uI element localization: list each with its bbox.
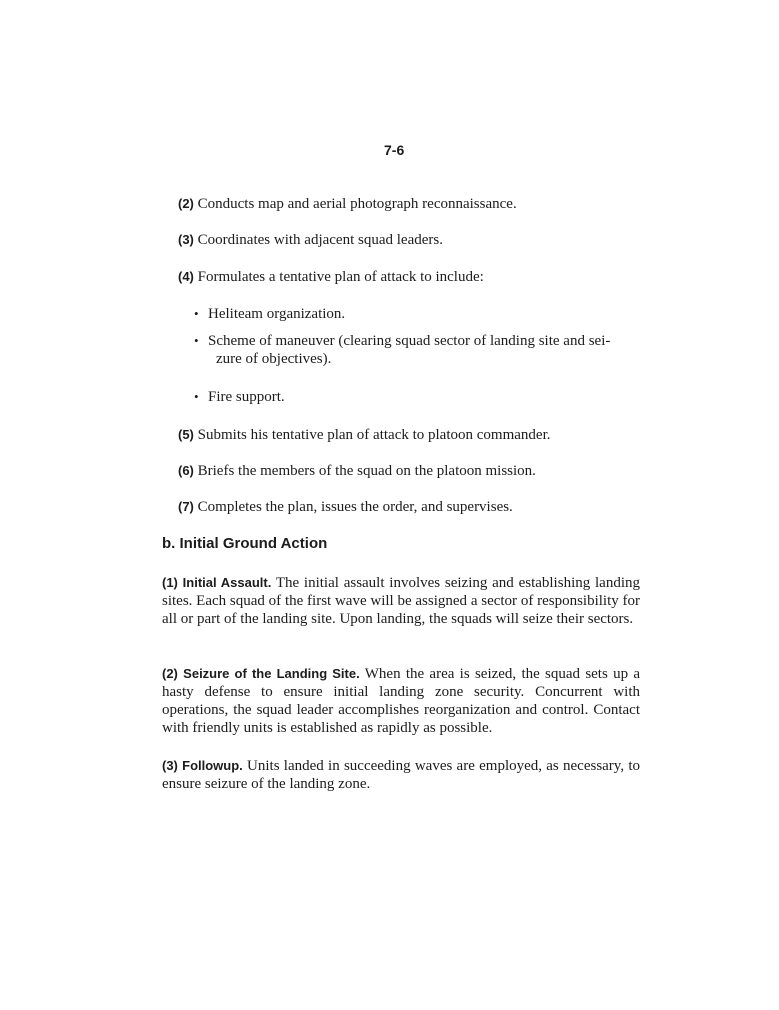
step-6 bbox=[178, 463, 536, 480]
step-number: (5) bbox=[178, 427, 194, 442]
bullet-scheme-line1: Scheme of maneuver (clearing squad sector of landing site and sei- bbox=[208, 333, 611, 349]
paragraph-seizure bbox=[162, 665, 640, 737]
bullet-icon: • bbox=[194, 333, 199, 348]
bullet-fire-support: Fire support. bbox=[208, 389, 285, 405]
paragraph-title: Initial Assault. bbox=[182, 575, 272, 590]
step-number: (7) bbox=[178, 499, 194, 514]
step-number: (4) bbox=[178, 269, 194, 284]
step-text: Coordinates with adjacent squad leaders. bbox=[197, 232, 443, 248]
paragraph-number: (1) bbox=[162, 575, 178, 590]
paragraph-number: (2) bbox=[162, 666, 178, 681]
step-3 bbox=[178, 232, 443, 249]
paragraph-text: The initial assault involves seizing and establishing landing sites. Each squad of the first wave will be assigned a sector of responsibility for all or part of the landing site. Upon landing, the squads will seize their sectors. bbox=[162, 575, 640, 627]
step-2 bbox=[178, 196, 517, 213]
section-heading: b. Initial Ground Action bbox=[162, 535, 328, 552]
step-text: Completes the plan, issues the order, and supervises. bbox=[197, 499, 513, 515]
step-text: Submits his tentative plan of attack to platoon commander. bbox=[197, 427, 551, 443]
bullet-scheme-line2: zure of objectives). bbox=[216, 351, 332, 367]
step-number: (3) bbox=[178, 232, 194, 247]
paragraph-text: Units landed in succeeding waves are employed, as necessary, to ensure seizure of the landing zone. bbox=[162, 758, 640, 792]
step-text: Formulates a tentative plan of attack to include: bbox=[197, 269, 484, 285]
paragraph-followup bbox=[162, 757, 640, 793]
step-4 bbox=[178, 269, 484, 286]
step-number: (2) bbox=[178, 196, 194, 211]
paragraph-title: Followup. bbox=[182, 758, 243, 773]
page-number: 7-6 bbox=[384, 142, 405, 158]
step-number: (6) bbox=[178, 463, 194, 478]
bullet-icon: • bbox=[194, 389, 199, 404]
step-7 bbox=[178, 499, 513, 516]
step-5 bbox=[178, 427, 551, 444]
paragraph-number: (3) bbox=[162, 758, 178, 773]
step-text: Conducts map and aerial photograph reconnaissance. bbox=[197, 196, 517, 212]
paragraph-title: Seizure of the Landing Site. bbox=[183, 666, 360, 681]
bullet-icon: • bbox=[194, 306, 199, 321]
paragraph-text: When the area is seized, the squad sets up a hasty defense to ensure initial landing zone security. Concurrent with operations, the squad leader accomplishes reorganization and control. Contact with friendly units is established as rapidly as possible. bbox=[162, 666, 641, 736]
step-text: Briefs the members of the squad on the platoon mission. bbox=[197, 463, 536, 479]
paragraph-initial-assault bbox=[162, 574, 640, 628]
bullet-heliteam: Heliteam organization. bbox=[208, 306, 346, 322]
